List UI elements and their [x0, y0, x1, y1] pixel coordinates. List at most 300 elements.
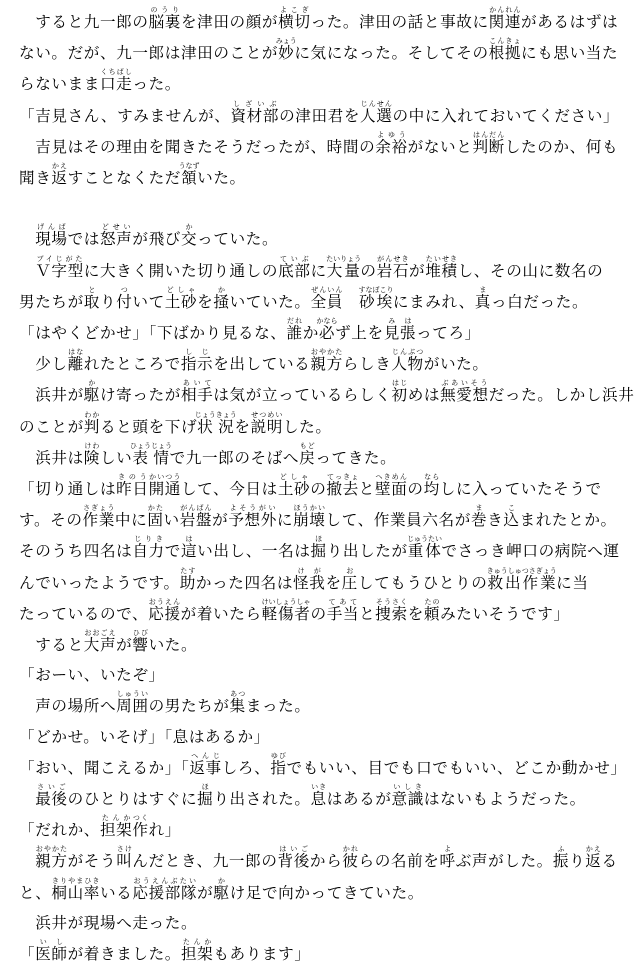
text-run — [19, 230, 35, 248]
ruby-reading: げんば — [35, 223, 68, 232]
ruby-base: 桐山 — [51, 883, 84, 902]
text-run: り — [569, 852, 586, 871]
text-line — [19, 37, 619, 68]
ruby-word — [116, 473, 149, 499]
text-run: のことが — [19, 417, 84, 436]
ruby-word — [326, 254, 362, 280]
text-line — [19, 379, 634, 410]
ruby-reading: つく — [132, 814, 149, 823]
ruby-base: 掻 — [213, 292, 230, 311]
ruby-reading: うなず — [178, 162, 200, 171]
ruby-reading: さぎょう — [82, 504, 115, 513]
ruby-word — [488, 37, 522, 63]
text-line — [19, 751, 627, 783]
ruby-word — [310, 348, 343, 374]
text-run: はないもようだった。 — [423, 790, 586, 809]
ruby-base: 自力 — [132, 542, 165, 561]
text-run: まれたとか。 — [519, 511, 617, 530]
text-run: け足で向かってきていた。 — [229, 883, 424, 902]
ruby-word — [310, 535, 327, 561]
text-run: らしき — [342, 355, 392, 374]
ruby-base: 予想外 — [228, 511, 277, 530]
text-run: を — [234, 417, 251, 436]
ruby-base: 頷 — [178, 169, 200, 188]
text-run: はあるが — [326, 790, 392, 809]
ruby-base: 説明 — [250, 417, 283, 436]
text-run: で — [164, 542, 181, 561]
text-line — [19, 6, 619, 37]
ruby-reading: かなら — [316, 317, 338, 326]
text-line — [19, 223, 593, 254]
ruby-word — [391, 783, 424, 809]
ruby-base: 怒声 — [99, 230, 133, 249]
text-run: いた。 — [148, 636, 198, 655]
ruby-reading: がんばん — [179, 504, 213, 513]
ruby-reading: しゅうい — [116, 690, 149, 699]
ruby-word — [180, 938, 214, 964]
ruby-base: 大声 — [83, 636, 117, 655]
ruby-reading: くちばし — [99, 68, 133, 77]
text-run: に当 — [556, 573, 589, 592]
ruby-word — [83, 410, 100, 436]
ruby-word — [488, 6, 522, 31]
ruby-reading: ま — [470, 504, 488, 513]
text-run: 「切り通しは — [19, 480, 117, 499]
ruby-reading: よゆう — [375, 130, 408, 139]
ruby-word — [35, 254, 84, 280]
ruby-base: 担架 — [180, 945, 214, 964]
ruby-base: 初 — [391, 386, 408, 405]
text-run: で九一郎のそばへ — [169, 448, 300, 467]
ruby-base: 応援部隊 — [132, 883, 198, 902]
ruby-reading: はじ — [391, 379, 408, 388]
text-run: 「どかせ。いそげ」「息はあるか」 — [19, 727, 270, 746]
ruby-word — [35, 845, 68, 871]
ruby-base: 均 — [423, 480, 440, 499]
text-run: に — [310, 261, 327, 280]
ruby-word — [180, 348, 214, 374]
text-run: しい — [99, 448, 133, 467]
ruby-base: 捜索 — [375, 604, 408, 623]
ruby-reading: きりやま — [51, 876, 84, 885]
ruby-reading: かんれん — [488, 6, 522, 14]
ruby-word — [178, 162, 200, 188]
ruby-word — [213, 876, 230, 902]
ruby-word — [474, 285, 491, 311]
text-run: したのか、何も — [504, 137, 619, 156]
ruby-word — [189, 751, 222, 777]
ruby-word — [376, 254, 410, 280]
ruby-reading: かえ — [585, 845, 602, 854]
ruby-reading: しざいぶ — [230, 99, 280, 108]
ruby-base: 口走 — [99, 75, 133, 94]
ruby-reading: きゅうしゅつさぎょう — [486, 566, 557, 575]
ruby-base: 作 — [132, 821, 149, 840]
ruby-reading: おうえんぶたい — [132, 876, 198, 885]
ruby-reading: いしき — [391, 783, 424, 792]
ruby-word — [83, 379, 100, 405]
ruby-word — [82, 504, 115, 530]
ruby-word — [132, 629, 149, 655]
ruby-word — [99, 68, 133, 94]
ruby-word — [180, 535, 198, 561]
text-run: まった。 — [245, 697, 311, 716]
text-run: の津田君を — [279, 106, 361, 125]
ruby-reading: ていぶ — [278, 254, 311, 263]
ruby-base: 岩石 — [376, 261, 410, 280]
ruby-word — [585, 845, 602, 871]
ruby-word — [230, 99, 280, 125]
ruby-word — [278, 254, 311, 280]
ruby-reading: けわ — [83, 441, 100, 450]
ruby-base: 指 — [270, 758, 287, 777]
text-run: ると頭を下げ — [99, 417, 198, 436]
text-run: か — [302, 324, 319, 343]
ruby-word — [229, 690, 246, 716]
ruby-reading: おうえん — [148, 597, 181, 606]
ruby-base: 人物 — [391, 355, 424, 374]
ruby-reading: ほうかい — [293, 504, 326, 513]
ruby-word — [228, 504, 277, 530]
ruby-base: 込 — [503, 511, 520, 530]
ruby-word — [439, 845, 456, 871]
text-run: でさっき岬口の病院へ運 — [441, 542, 620, 561]
ruby-base: 重体 — [407, 542, 443, 561]
ruby-reading: か — [180, 223, 198, 232]
ruby-reading: じょうきょう — [194, 410, 237, 419]
ruby-base: 交 — [180, 230, 198, 249]
text-run — [343, 293, 359, 311]
text-run: 声の場所へ — [19, 697, 117, 716]
ruby-reading: けが — [293, 566, 326, 575]
ruby-base: 駆 — [213, 883, 230, 902]
ruby-reading: がんせき — [376, 254, 410, 263]
text-run: んだとき、九一郎の — [132, 852, 278, 871]
ruby-word — [326, 473, 359, 499]
ruby-base: 担架 — [99, 821, 133, 840]
text-run: け寄ったが — [99, 386, 181, 405]
ruby-word — [180, 223, 198, 249]
ruby-base: 返 — [585, 852, 602, 871]
ruby-word — [299, 441, 316, 467]
ruby-word — [67, 348, 84, 374]
ruby-reading: なら — [423, 473, 440, 482]
ruby-word — [503, 504, 520, 530]
text-run: の — [360, 261, 377, 280]
ruby-reading: ひび — [132, 629, 149, 638]
ruby-base: 余裕 — [375, 137, 408, 156]
ruby-base: 駆 — [83, 386, 100, 405]
ruby-base: 大量 — [326, 261, 362, 280]
ruby-base: 壁面 — [375, 480, 408, 499]
ruby-reading: すなぼこり — [358, 285, 394, 294]
ruby-word — [164, 285, 198, 311]
text-run: すことなくただ — [67, 169, 181, 188]
ruby-base: 土砂 — [164, 292, 198, 311]
ruby-base: 親方 — [310, 355, 343, 374]
ruby-word — [83, 285, 100, 311]
text-run: 「 — [19, 945, 36, 964]
text-run: んでいったようです。 — [19, 573, 180, 592]
ruby-base: 誰 — [286, 324, 303, 343]
text-line — [19, 254, 604, 286]
text-line — [19, 286, 593, 317]
ruby-base: 妙 — [275, 44, 297, 63]
ruby-reading: じんぶつ — [391, 348, 424, 357]
ruby-base: Ｖ字型 — [35, 261, 84, 280]
ruby-reading: よそうがい — [228, 504, 277, 513]
text-run: し、その山に数名の — [457, 261, 604, 280]
ruby-reading: かいつう — [148, 473, 181, 482]
ruby-base: 取 — [83, 292, 100, 311]
ruby-word — [552, 845, 570, 871]
ruby-word — [99, 223, 133, 249]
text-run: があるはずは — [521, 13, 619, 31]
ruby-reading: おおごえ — [83, 629, 117, 638]
ruby-reading: じゅうたい — [407, 535, 443, 544]
text-line — [19, 598, 593, 629]
text-run: みたいそうです」 — [440, 604, 570, 623]
ruby-reading: ほ — [310, 535, 327, 544]
ruby-base: 昨日 — [116, 480, 149, 499]
ruby-reading: けいしょうしゃ — [261, 597, 311, 606]
ruby-base: 必 — [316, 324, 338, 343]
ruby-word — [472, 130, 505, 156]
ruby-base: 相手 — [180, 386, 214, 405]
ruby-word — [147, 504, 164, 530]
ruby-reading: てあて — [326, 597, 360, 606]
text-run: して、作業員六名が — [325, 511, 471, 530]
text-run: すると九一郎の — [19, 13, 149, 31]
ruby-word — [316, 317, 338, 343]
text-run: から — [309, 852, 343, 871]
text-run: れたところで — [83, 355, 181, 374]
text-line — [19, 162, 593, 193]
ruby-word — [407, 535, 443, 561]
text-run: のひとりはすぐに — [67, 790, 198, 809]
ruby-base: 崩壊 — [293, 511, 326, 530]
ruby-base: 振 — [552, 852, 570, 871]
text-run: が — [212, 511, 229, 530]
text-line — [19, 938, 593, 969]
ruby-word — [179, 504, 213, 530]
ruby-base: 土砂 — [277, 480, 311, 499]
text-run: がそう — [67, 852, 117, 871]
ruby-base: 現場 — [35, 230, 68, 249]
text-run: して、今日は — [180, 480, 278, 499]
ruby-base: 根拠 — [488, 44, 522, 63]
ruby-reading: さけ — [116, 845, 133, 854]
text-run — [19, 790, 35, 808]
text-run: でもいい、目でも口でもいい、どこか動かせ」 — [286, 758, 627, 777]
text-run: 「吉見さん、すみませんが、 — [19, 106, 231, 125]
ruby-word — [423, 473, 440, 499]
ruby-word — [197, 783, 214, 809]
ruby-word — [391, 348, 424, 374]
ruby-reading: じりき — [132, 535, 165, 544]
ruby-base: 率 — [83, 883, 100, 902]
ruby-word — [293, 566, 326, 592]
ruby-reading: か — [213, 285, 230, 294]
ruby-word — [116, 285, 133, 311]
text-run: しに入っていたそうで — [439, 480, 602, 499]
ruby-reading: よこぎ — [278, 6, 311, 14]
text-run: ず上を — [335, 324, 384, 343]
text-run: が — [116, 636, 133, 655]
text-run: した。 — [282, 417, 332, 436]
text-run: に — [276, 511, 294, 530]
ruby-base: 人選 — [360, 106, 393, 125]
text-run: 男たちが — [19, 292, 84, 311]
text-line — [19, 411, 593, 442]
text-run: り出したが — [326, 542, 408, 561]
text-run: いる — [99, 883, 133, 902]
ruby-reading: お — [341, 566, 358, 575]
text-run: もあります」 — [213, 945, 311, 964]
ruby-base: 軽傷者 — [261, 604, 311, 623]
text-run: の男たちが — [148, 697, 230, 716]
ruby-base: 岩盤 — [179, 511, 213, 530]
ruby-word — [425, 254, 458, 280]
ruby-reading: ぜんいん — [310, 285, 343, 294]
ruby-base: 叫 — [116, 852, 133, 871]
text-run: かった四名は — [195, 573, 294, 592]
ruby-base: 掘 — [197, 790, 214, 809]
text-run: たっているので、 — [19, 604, 149, 623]
ruby-reading: だれ — [286, 317, 303, 326]
ruby-reading: へきめん — [375, 473, 408, 482]
text-line — [19, 317, 593, 348]
text-run: を — [407, 604, 424, 623]
ruby-reading: のうり — [148, 6, 181, 14]
ruby-base: 険 — [83, 448, 100, 467]
ruby-base: 集 — [229, 697, 246, 716]
ruby-base: 見張 — [383, 324, 417, 343]
ruby-base: 圧 — [341, 573, 358, 592]
ruby-reading: たす — [179, 566, 196, 575]
ruby-reading: かた — [147, 504, 164, 513]
text-run: にも思い当た — [521, 44, 619, 63]
ruby-reading: ゆび — [270, 751, 287, 760]
ruby-reading: かれ — [342, 845, 359, 854]
text-run: れ」 — [148, 821, 181, 840]
ruby-word — [277, 473, 311, 499]
ruby-base: 怪我 — [293, 573, 326, 592]
text-run: 吉見はその理由を聞きたそうだったが、時間の — [19, 137, 376, 156]
ruby-word — [341, 566, 358, 592]
text-line — [19, 908, 593, 938]
text-run: してもうひとりの — [357, 573, 488, 592]
text-run: が着いたら — [180, 604, 262, 623]
text-line — [19, 504, 617, 535]
text-line — [19, 348, 593, 379]
ruby-base: 頼 — [423, 604, 441, 623]
text-run: い出し、一名は — [197, 542, 311, 561]
ruby-base: 全員 — [310, 292, 343, 311]
ruby-reading: どしゃ — [164, 285, 198, 294]
ruby-word — [213, 285, 230, 311]
ruby-reading: こんきょ — [488, 37, 522, 46]
ruby-word — [132, 876, 198, 902]
text-run — [19, 262, 35, 280]
ruby-word — [35, 938, 68, 964]
ruby-base: 響 — [132, 636, 149, 655]
ruby-reading: はんだん — [472, 130, 505, 139]
text-run: と — [359, 604, 376, 623]
text-run: だった。しかし浜井 — [488, 386, 634, 405]
ruby-word — [358, 285, 394, 311]
ruby-reading: さいご — [35, 783, 68, 792]
ruby-word — [275, 37, 297, 63]
text-run: 聞き — [19, 169, 52, 188]
ruby-reading: ひょうじょう — [129, 441, 172, 450]
ruby-word — [470, 504, 488, 530]
text-run: の — [310, 480, 327, 499]
ruby-base: 彼 — [342, 852, 359, 871]
ruby-reading: あつ — [229, 690, 246, 699]
ruby-word — [51, 876, 84, 902]
ruby-base: 底部 — [278, 261, 311, 280]
ruby-word — [83, 876, 100, 902]
ruby-word — [423, 597, 441, 623]
ruby-base: 助 — [179, 573, 196, 592]
ruby-word — [148, 6, 181, 31]
ruby-reading: たんか — [180, 938, 214, 947]
ruby-reading: たの — [423, 597, 441, 606]
ruby-reading: たいりょう — [326, 254, 362, 263]
ruby-reading: みは — [383, 317, 417, 326]
ruby-base: 判 — [83, 417, 100, 436]
text-run: 少し — [19, 355, 68, 374]
text-run: の — [407, 480, 424, 499]
text-run: いていた。 — [229, 292, 311, 311]
ruby-word — [286, 317, 303, 343]
ruby-word — [391, 379, 408, 405]
ruby-base: 作業 — [82, 511, 115, 530]
ruby-reading: てっきょ — [326, 473, 359, 482]
ruby-reading: か — [213, 876, 230, 885]
ruby-reading: わか — [83, 410, 100, 419]
text-line — [19, 877, 593, 908]
text-run: にまみれ、 — [392, 292, 475, 311]
ruby-base: 脳裏 — [148, 13, 181, 31]
ruby-reading: いし — [35, 938, 68, 947]
text-run: り出された。 — [213, 790, 311, 809]
text-run: を津田の顔が — [180, 13, 279, 31]
text-run: しろ、 — [221, 758, 271, 777]
ruby-base: 意識 — [391, 790, 424, 809]
ruby-reading: ほ — [197, 783, 214, 792]
ruby-reading: おやかた — [35, 845, 68, 854]
ruby-base: 堆積 — [425, 261, 458, 280]
text-run: そのうち四名は — [19, 542, 133, 561]
text-run: 「おい、聞こえるか」「 — [19, 758, 190, 777]
text-run: ってろ」 — [416, 324, 481, 343]
text-run: 「はやくどかせ」「下ばかり見るな、 — [19, 324, 287, 343]
ruby-base: 付 — [116, 292, 133, 311]
text-run: り — [99, 292, 117, 311]
text-run: が飛び — [132, 230, 181, 249]
ruby-reading: きのう — [116, 473, 149, 482]
text-run: った。 — [132, 75, 181, 94]
text-run: は気が立っているらしく — [213, 386, 392, 405]
text-run: が — [409, 261, 426, 280]
ruby-base: 砂埃 — [358, 292, 394, 311]
ruby-base: 固 — [147, 511, 164, 530]
ruby-base: 返 — [51, 169, 68, 188]
ruby-base: 資材部 — [230, 106, 280, 125]
ruby-word — [293, 504, 326, 530]
